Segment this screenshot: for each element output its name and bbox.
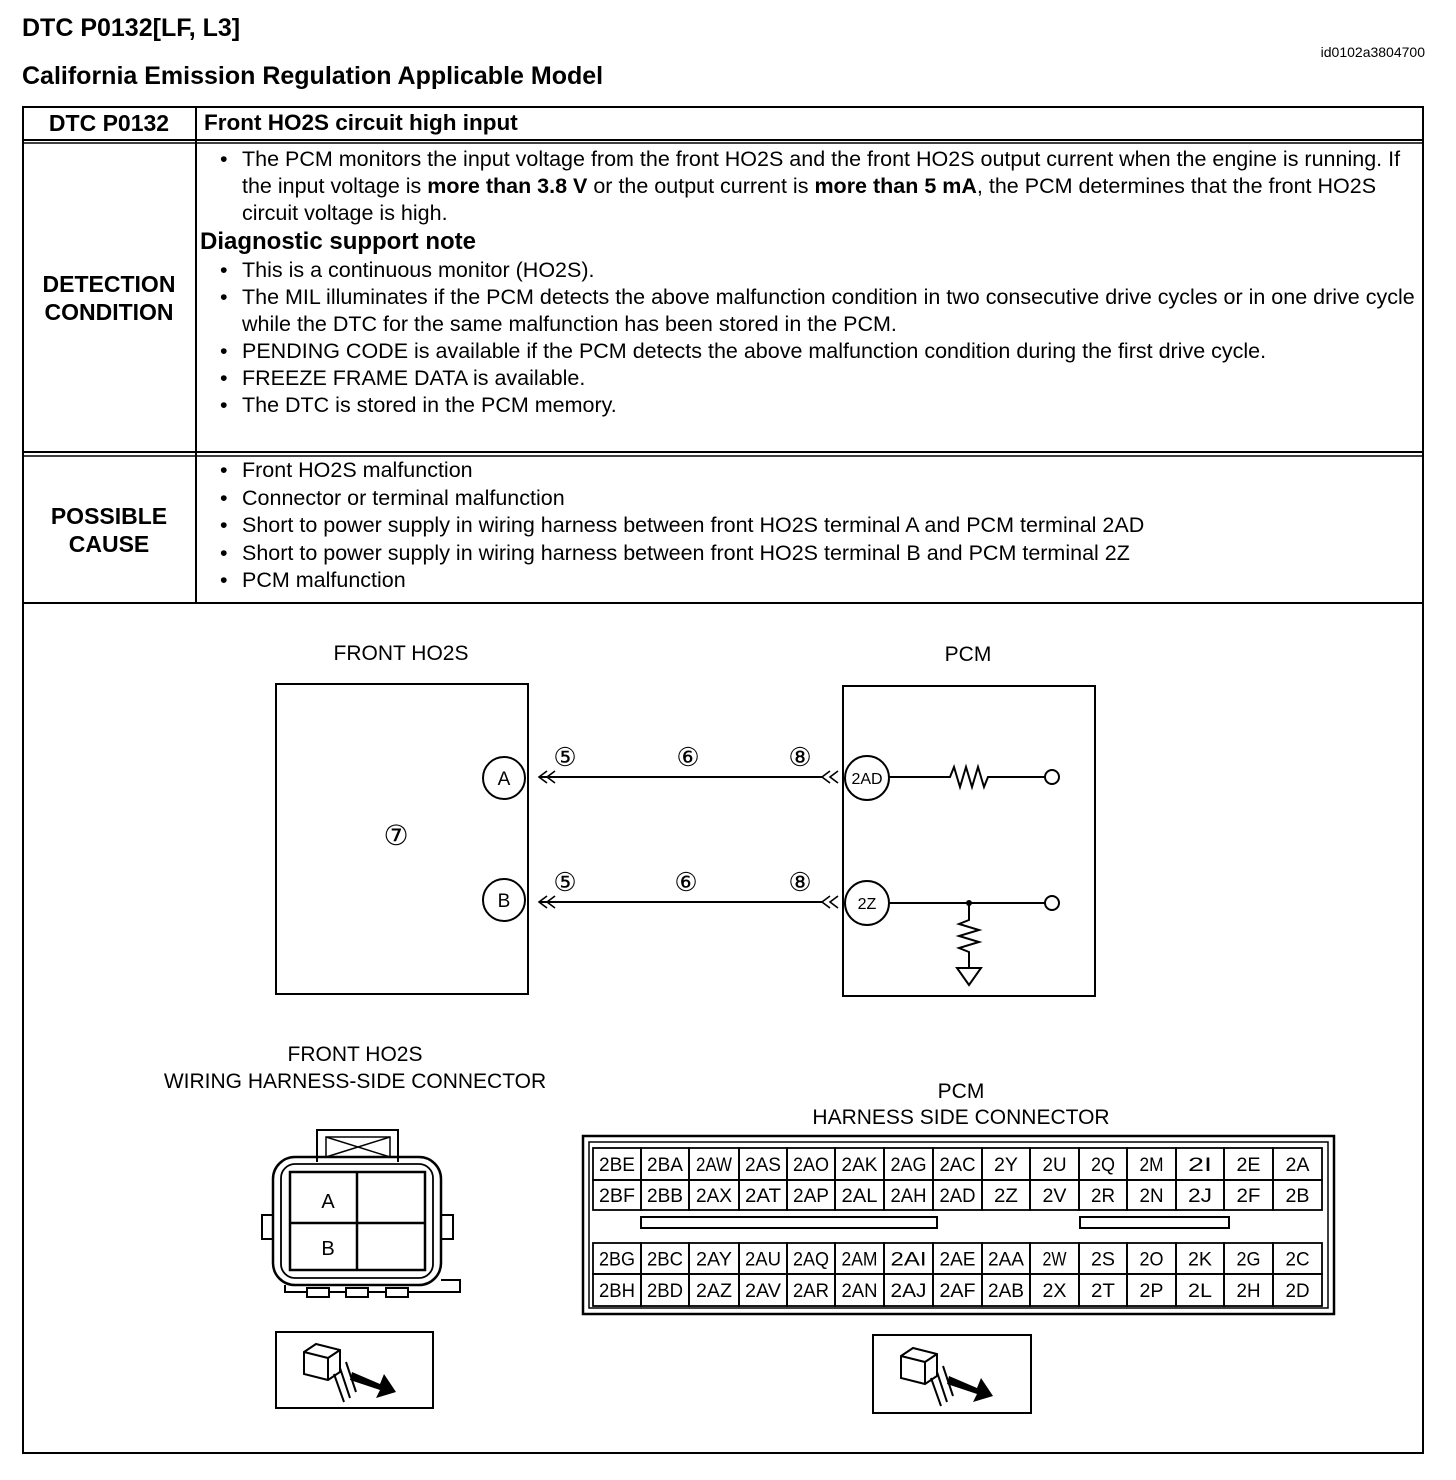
dtc-code: DTC P0132 xyxy=(48,110,170,136)
pcm-connector-pin-label: 2BA xyxy=(647,1155,684,1176)
pcm-connector-pin-label: 2AX xyxy=(696,1186,733,1207)
pcm-connector-pin-label: 2BG xyxy=(599,1249,635,1271)
pcm-label: PCM xyxy=(944,643,992,666)
pcm-connector-pin-label: 2AV xyxy=(745,1281,782,1302)
pcm-connector-pin-label: 2S xyxy=(1091,1249,1115,1271)
intro-text-2: or the output current is xyxy=(587,174,815,198)
wire-a-pcm-arrow xyxy=(822,771,838,783)
pcm-connector-pin-label: 2M xyxy=(1139,1155,1164,1176)
pcm-connector-pin-label: 2BD xyxy=(647,1281,683,1302)
pcm-connector-pin-label: 2N xyxy=(1139,1186,1164,1207)
document-id: id0102a3804700 xyxy=(1320,44,1425,60)
pcm-connector-pin-label: 2AF xyxy=(939,1281,976,1302)
connector-left-rib xyxy=(262,1215,273,1239)
pcm-terminal-2z xyxy=(1045,896,1059,910)
pcm-connector-key-right xyxy=(1080,1217,1229,1228)
page-title: DTC P0132[LF, L3] xyxy=(22,14,241,42)
intro-text-3: , the PCM determines that the front HO2S circuit voltage is high. xyxy=(242,174,1377,225)
pcm-connector-pin-label: 2BH xyxy=(599,1281,635,1302)
detection-label-line2: CONDITION xyxy=(44,298,174,325)
pcm-connector-pin-label: 2P xyxy=(1139,1281,1164,1302)
pcm-connector-pin-label: 2AB xyxy=(988,1281,1024,1302)
diagnostic-note-item: • The MIL illuminates if the PCM detects the above malfunction condition in two consecutive drive cycles or in one drive cycle while the DTC for the same malfunction has been stored in the PCM. xyxy=(220,284,1418,338)
pcm-connector-label-line2: HARNESS SIDE CONNECTOR xyxy=(812,1106,1110,1129)
pcm-connector-pin-label: 2A xyxy=(1285,1155,1310,1176)
ho2s-connector-pin-b: B xyxy=(321,1238,335,1260)
pcm-connector-pin-label: 2T xyxy=(1091,1281,1116,1302)
pcm-pin-2z-label: 2Z xyxy=(857,896,877,913)
pcm-connector-pin-label: 2K xyxy=(1188,1249,1213,1271)
ho2s-connector-face xyxy=(262,1130,460,1297)
pcm-resistor-2ad xyxy=(889,767,1045,787)
diagnostic-note-item: • FREEZE FRAME DATA is available. xyxy=(220,365,1418,392)
pcm-connector-pin-label: 2AI xyxy=(890,1249,927,1271)
wire-b-ref-5: ⑤ xyxy=(553,867,577,897)
pcm-connector-pin-label: 2Y xyxy=(994,1155,1019,1176)
pcm-connector-pin-label: 2AJ xyxy=(890,1281,927,1302)
diagnostic-note-item: • PENDING CODE is available if the PCM detects the above malfunction condition during the first drive cycle. xyxy=(220,338,1418,365)
wire-b-ref-8: ⑧ xyxy=(788,867,812,897)
pcm-connector-pin-label: 2R xyxy=(1091,1186,1115,1207)
pcm-pin-2ad-label: 2AD xyxy=(851,771,883,788)
pcm-connector-pin-label: 2AZ xyxy=(696,1281,733,1302)
pcm-connector-pin-label: 2H xyxy=(1236,1281,1261,1302)
intro-text-1: The PCM monitors the input voltage from the front HO2S and the front HO2S output current when the engine is running. If the input voltage is xyxy=(242,147,1401,198)
pcm-connector-pin-label: 2AR xyxy=(793,1281,829,1302)
ground-icon xyxy=(957,968,981,985)
pcm-connector-pin-label: 2AN xyxy=(841,1281,878,1302)
wire-a-ref-8: ⑧ xyxy=(788,742,812,772)
pcm-connector-pin-label: 2G xyxy=(1236,1249,1261,1271)
pcm-connector-pin-label: 2AD xyxy=(939,1186,976,1207)
pcm-connector-pin-label: 2C xyxy=(1285,1249,1310,1271)
pcm-connector-pin-label: 2AP xyxy=(793,1186,829,1207)
harness-side-icon-pcm xyxy=(873,1335,1031,1413)
voltage-threshold: more than 3.8 V xyxy=(427,174,588,198)
possible-cause-item: • Short to power supply in wiring harness between front HO2S terminal A and PCM terminal 2AD xyxy=(220,512,1418,540)
possible-cause-item: • Short to power supply in wiring harness between front HO2S terminal B and PCM terminal 2Z xyxy=(220,540,1418,568)
pcm-connector-pin-label: 2X xyxy=(1042,1281,1067,1302)
harness-side-icon-ho2s xyxy=(276,1332,433,1408)
pcm-connector-pin-label: 2AT xyxy=(745,1186,782,1207)
detection-label-line1: DETECTION xyxy=(42,270,176,297)
pcm-connector-pin-label: 2U xyxy=(1042,1155,1067,1176)
pcm-connector-pin-label: 2BB xyxy=(647,1186,683,1207)
pcm-connector-pin-label: 2Q xyxy=(1091,1155,1115,1176)
cause-label-line1: POSSIBLE xyxy=(50,503,168,529)
pcm-connector-pin-label: 2AG xyxy=(890,1155,927,1176)
ho2s-connector-pin-a: A xyxy=(321,1191,335,1213)
ho2s-connector-label-line1: FRONT HO2S xyxy=(287,1043,423,1066)
dtc-description: Front HO2S circuit high input xyxy=(204,110,518,135)
pcm-connector-pin-label: 2BE xyxy=(599,1155,635,1176)
pcm-connector-pin-label: 2D xyxy=(1285,1281,1310,1302)
pcm-connector-pin-label: 2W xyxy=(1042,1249,1067,1271)
pcm-connector-pin-label: 2BC xyxy=(647,1249,683,1271)
pcm-connector-pin-label: 2Z xyxy=(994,1186,1019,1207)
pcm-connector-pin-label: 2AW xyxy=(696,1155,733,1176)
ho2s-connector-label-line2: WIRING HARNESS-SIDE CONNECTOR xyxy=(163,1070,547,1093)
ho2s-reference-number: ⑦ xyxy=(383,820,409,851)
pcm-connector-pin-label: 2J xyxy=(1188,1186,1212,1207)
pcm-connector-pin-label: 2AO xyxy=(793,1155,829,1176)
pcm-connector-pin-label: 2E xyxy=(1236,1155,1261,1176)
diagnostic-note-heading: Diagnostic support note xyxy=(200,228,476,255)
pcm-connector-pin-label: 2AA xyxy=(988,1249,1025,1271)
pcm-pulldown-resistor xyxy=(959,903,979,967)
wire-b-pcm-arrow xyxy=(822,896,838,908)
pcm-connector-pin-label: 2AU xyxy=(745,1249,781,1271)
ho2s-pin-b-label: B xyxy=(497,891,511,912)
wire-a-ref-5: ⑤ xyxy=(553,742,577,772)
front-ho2s-label: FRONT HO2S xyxy=(333,642,469,665)
pcm-connector-pin-label: 2AL xyxy=(841,1186,878,1207)
pcm-connector-pin-label: 2AS xyxy=(745,1155,781,1176)
cause-label-line2: CAUSE xyxy=(68,531,150,557)
diagnostic-note-item: • The DTC is stored in the PCM memory. xyxy=(220,392,1418,419)
pcm-connector-pin-label: 2F xyxy=(1236,1186,1261,1207)
wire-b-ref-6: ⑥ xyxy=(674,867,698,897)
pcm-connector-pin-label: 2AM xyxy=(841,1249,878,1271)
pcm-connector-pin-label: 2AY xyxy=(696,1249,733,1271)
pcm-connector-pin-label: 2AE xyxy=(939,1249,976,1271)
pcm-connector-pin-label: 2I xyxy=(1188,1155,1212,1176)
pcm-connector-pin-label: 2AK xyxy=(841,1155,878,1176)
pcm-connector-pin-label: 2AH xyxy=(890,1186,927,1207)
pcm-connector-label-line1: PCM xyxy=(937,1080,985,1103)
diagnostic-note-item: • This is a continuous monitor (HO2S). xyxy=(220,257,1418,284)
pcm-connector-key-left xyxy=(641,1217,937,1228)
connector-right-rib xyxy=(441,1215,453,1239)
possible-cause-item: • Front HO2S malfunction xyxy=(220,457,1418,485)
pcm-connector-pin-label: 2L xyxy=(1188,1281,1212,1302)
pcm-connector-pin-label: 2AQ xyxy=(793,1249,829,1271)
possible-cause-item: • PCM malfunction xyxy=(220,567,1418,595)
section-title: California Emission Regulation Applicable Model xyxy=(22,62,604,90)
pcm-connector-pin-label: 2O xyxy=(1139,1249,1164,1271)
wire-a-ref-6: ⑥ xyxy=(676,742,700,772)
pcm-box xyxy=(843,686,1095,996)
pcm-connector-pin-label: 2V xyxy=(1042,1186,1067,1207)
pcm-connector-pin-label: 2BF xyxy=(599,1186,635,1207)
pcm-connector-pin-label: 2AC xyxy=(939,1155,976,1176)
possible-cause-item: • Connector or terminal malfunction xyxy=(220,485,1418,513)
current-threshold: more than 5 mA xyxy=(814,174,977,198)
pcm-connector-pin-label: 2B xyxy=(1285,1186,1310,1207)
pcm-terminal-2ad xyxy=(1045,770,1059,784)
ho2s-pin-a-label: A xyxy=(497,769,511,790)
